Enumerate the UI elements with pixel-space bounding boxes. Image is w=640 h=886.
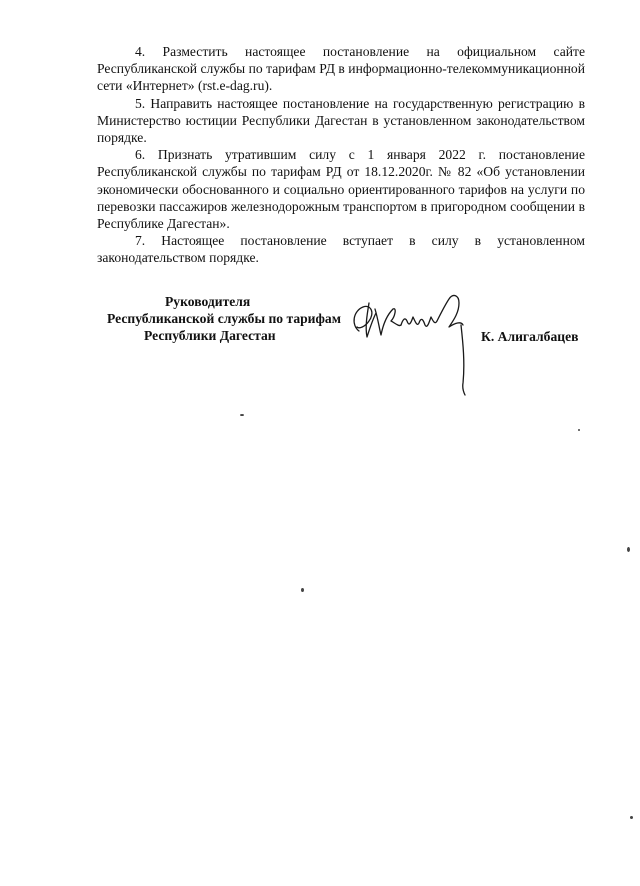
paragraph-item-5: 5. Направить настоящее постановление на государственную регистрацию в Министерство юстиции Республики Дагестан в установленном законодательством порядке. (97, 95, 585, 146)
scan-speck (301, 588, 304, 592)
scan-speck (630, 816, 633, 819)
scan-speck (240, 414, 244, 416)
paragraph-item-6: 6. Признать утратившим силу с 1 января 2022 г. постановление Республиканской службы по тарифам РД от 18.12.2020г. № 82 «Об установлении экономически обоснованного и социально ориентированного тарифов на услуги по перевозки пассажиров железнодорожным транспортом в пригородном сообщении в Республике Дагестан». (97, 147, 585, 232)
signatory-title-line2: Республиканской службы по тарифам (107, 311, 341, 326)
handwritten-signature (345, 283, 480, 398)
document-body (97, 43, 585, 267)
signatory-title-line1: Руководителя (165, 294, 251, 309)
scan-speck (578, 429, 580, 431)
signature-block (0, 293, 640, 403)
signatory-title-line3: Республики Дагестан (144, 328, 276, 343)
paragraph-item-7: 7. Настоящее постановление вступает в силу в установленном законодательством порядке. (97, 233, 585, 266)
scan-speck (627, 547, 630, 552)
paragraph-item-4: 4. Разместить настоящее постановление на официальном сайте Республиканской службы по тарифам РД в информационно-телекоммуникационной сети «Интернет» (rst.e-dag.ru). (97, 44, 585, 94)
signatory-name: К. Алигалбацев (481, 329, 579, 344)
